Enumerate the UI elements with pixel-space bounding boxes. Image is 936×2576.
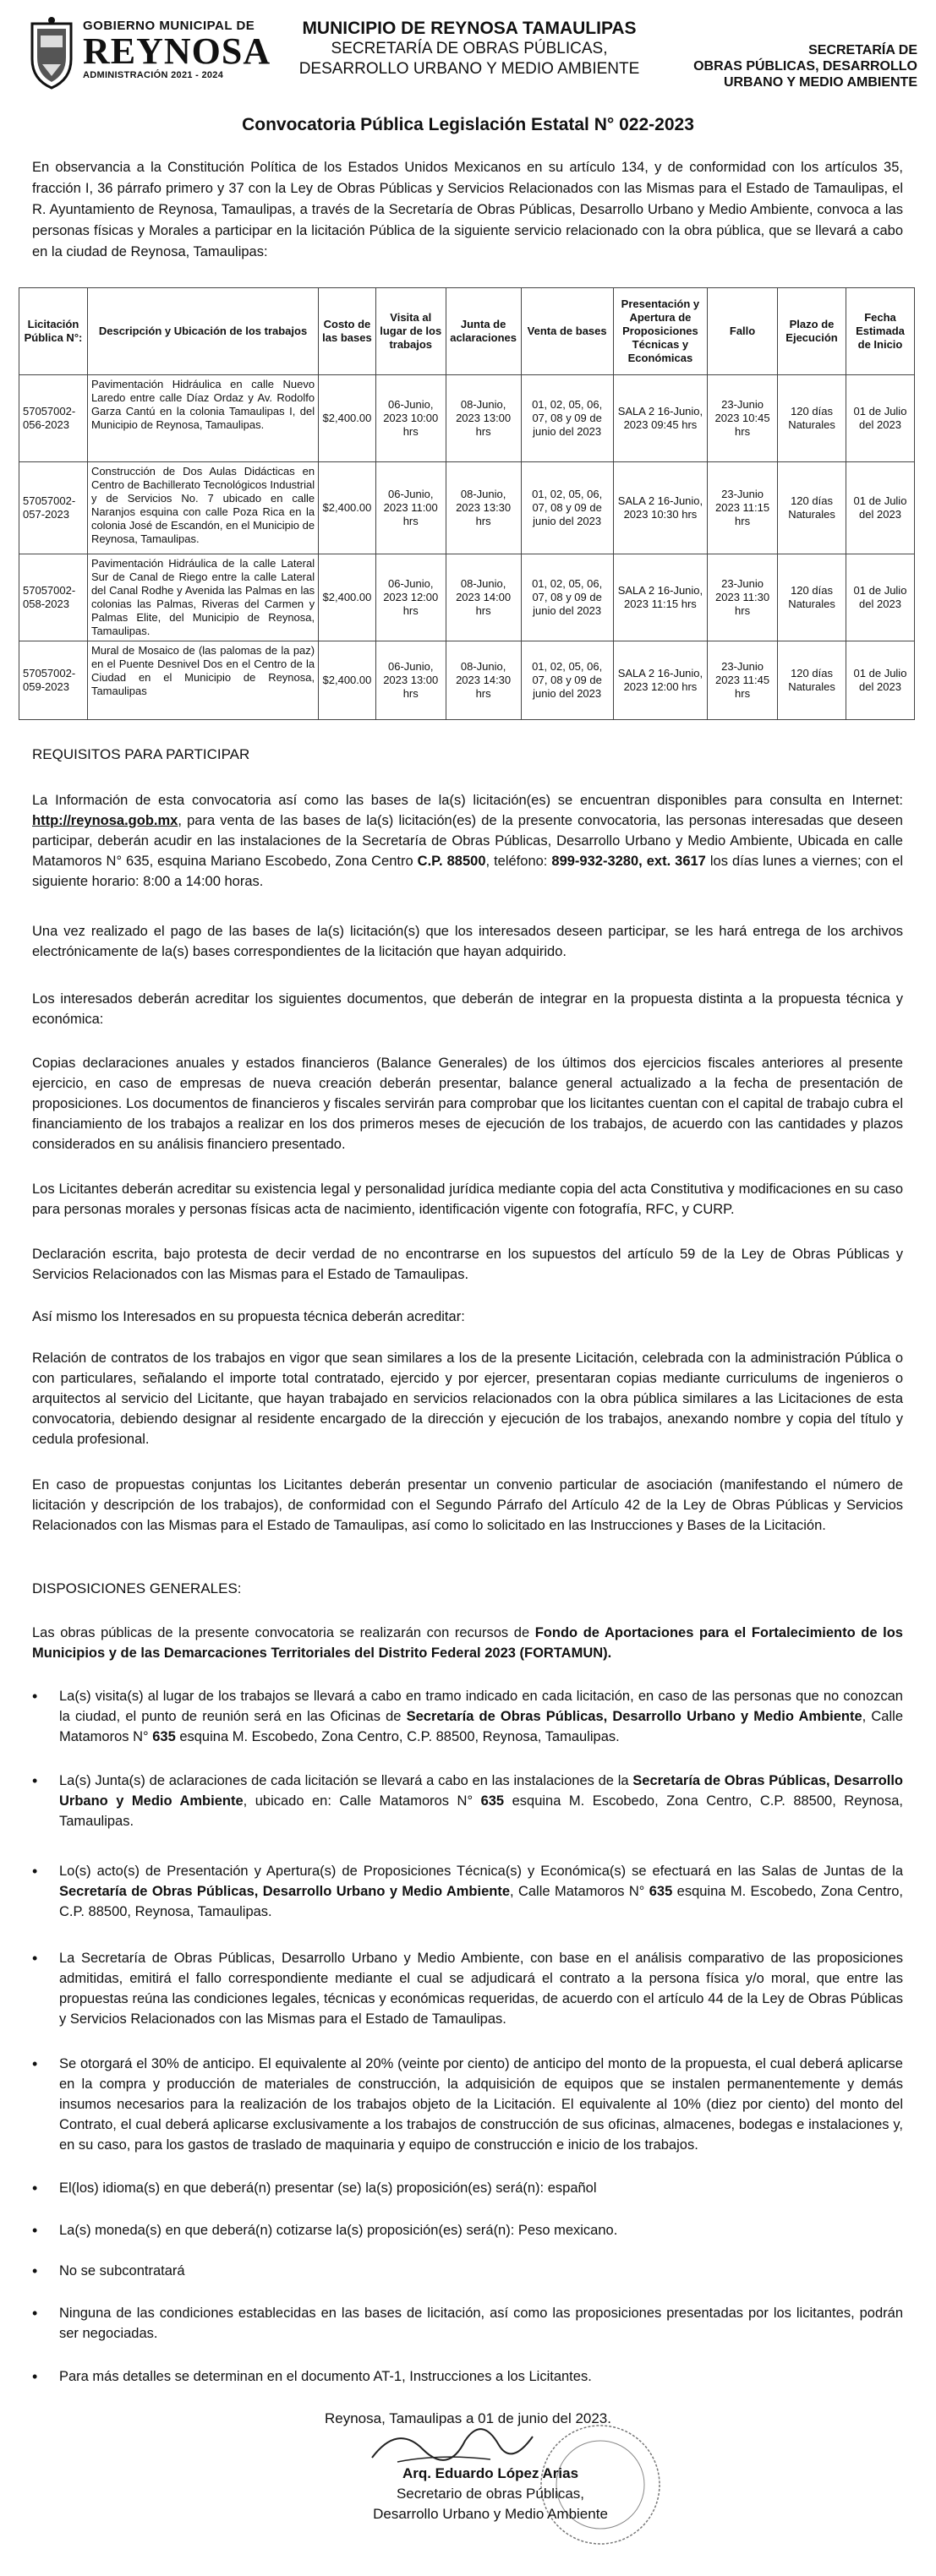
item-3-text-a: Lo(s) acto(s) de Presentación y Apertura(s) de Proposiciones Técnica(s) y Económica(s) se efectuará en las Salas de Juntas de la	[59, 1864, 903, 1879]
item-2-text-e: esquina M. Escobedo, Zona Centro, C.P. 88500, Reynosa, Tamaulipas.	[59, 1793, 903, 1829]
item-10-text: Para más detalles se determinan en el documento AT-1, Instrucciones a los Licitantes.	[59, 2369, 592, 2384]
municipal-logo	[25, 15, 279, 96]
page-title: Convocatoria Pública Legislación Estatal N° 022-2023	[242, 115, 694, 134]
city-crest-icon	[25, 15, 78, 91]
requisitos-paragraph-6: Declaración escrita, bajo protesta de decir verdad de no encontrarse en los supuestos del artículo 59 de la Ley de Obras Públicas y Servicios Relacionados con las Mismas para el Estado de Tamaulipas.	[32, 1247, 903, 1282]
requisitos-p1-text-c: , teléfono:	[485, 854, 552, 869]
requisitos-paragraph-5: Los Licitantes deberán acreditar su existencia legal y personalidad jurídica mediante copia del acta Constitutiva y modificaciones en su caso para personas morales y personas físicas acta de nacimiento, identificación vigente con fotografía, RFC, y CURP.	[32, 1182, 903, 1217]
header-apertura: Presentación y Apertura de Proposiciones Técnicas y Económicas	[613, 288, 707, 375]
phone-number: 899-932-3280, ext. 3617	[551, 854, 706, 869]
cell-inicio: 01 de Julio del 2023	[846, 375, 914, 462]
cell-venta: 01, 02, 05, 06, 07, 08 y 09 de junio del 2023	[521, 462, 613, 554]
bullet-icon: •	[32, 2262, 38, 2279]
cell-costo: $2,400.00	[319, 554, 376, 641]
item-1-number: 635	[152, 1729, 176, 1744]
cell-inicio: 01 de Julio del 2023	[846, 462, 914, 554]
header-fallo: Fallo	[708, 288, 778, 375]
item-8-text: No se subcontratará	[59, 2263, 185, 2279]
requisitos-p1-text-d: los días lunes a viernes; con el siguiente horario: 8:00 a 14:00 horas.	[32, 854, 903, 889]
header-plazo: Plazo de Ejecución	[778, 288, 846, 375]
cell-plazo: 120 días Naturales	[778, 554, 846, 641]
item-2-number: 635	[480, 1793, 505, 1809]
requisitos-paragraph-9: En caso de propuestas conjuntas los Licitantes deberán presentar un convenio particular de asociación (manifestando el número de licitación y descripción de los trabajos), de conformidad con el Segundo Párrafo del Artículo 42 de la Ley de Obras Públicas y Servicios Relacionados con las Mismas para el Estado de Tamaulipas, así como lo solicitado en las Instrucciones y Bases de la Licitación.	[32, 1477, 903, 1533]
bullet-icon: •	[32, 2055, 38, 2072]
requisitos-paragraph-1	[32, 790, 903, 892]
disposiciones-paragraph-1	[32, 1623, 903, 1663]
requisitos-paragraph-4: Copias declaraciones anuales y estados financieros (Balance Generales) de los últimos dos ejercicios fiscales anteriores al presente ejercicio, en caso de empresas de nueva creación deberán presentar, balance general actualizado a la fecha de presentación de proposiciones. Los documentos de financieros y fiscales servirán para comprobar que los licitantes cuentan con el capital de trabajo cubra el financiamiento de los trabajos a realizar en los dos primeros meses de ejecución de los trabajos, de acuerdo con las cantidades y plazos considerados en su análisis financiero presentado.	[32, 1056, 903, 1152]
cell-visita: 06-Junio, 2023 10:00 hrs	[375, 375, 446, 462]
cell-inicio: 01 de Julio del 2023	[846, 641, 914, 720]
cell-descripcion: Mural de Mosaico de (las palomas de la paz) en el Puente Desnivel Dos en el Centro de la Ciudad en el Municipio de Reynosa, Tamaulipas	[87, 641, 318, 720]
cell-fallo: 23-Junio 2023 11:30 hrs	[708, 554, 778, 641]
cell-venta: 01, 02, 05, 06, 07, 08 y 09 de junio del 2023	[521, 641, 613, 720]
item-2-text-a: La(s) Junta(s) de aclaraciones de cada licitación se llevará a cabo en las instalaciones de la	[59, 1773, 633, 1788]
logo-city-name: REYNOSA	[83, 30, 271, 72]
item-1-text-a: La(s) visita(s) al lugar de los trabajos se llevará a cabo en tramo indicado en cada licitación, en caso de las personas que no conozcan la ciudad, el punto de reunión será en las Oficinas de	[59, 1689, 903, 1724]
bullet-icon: •	[32, 2180, 38, 2197]
signer-role-line-2: Desarrollo Urbano y Medio Ambiente	[373, 2506, 608, 2522]
header-inicio: Fecha Estimada de Inicio	[846, 288, 914, 375]
table-row	[19, 641, 915, 720]
list-item	[32, 2366, 903, 2387]
item-4-text: La Secretaría de Obras Públicas, Desarrollo Urbano y Medio Ambiente, con base en el análisis comparativo de las proposiciones admitidas, emitirá el fallo correspondiente mediante el cual se adjudicará el contrato a la persona física y/o moral, que entre las propuestas reúna las condiciones legales, técnicas y económicas requeridas, de acuerdo con el artículo 44 de la Ley de Obras Públicas y Servicios Relacionados con las Mismas para el Estado de Tamaulipas.	[59, 1951, 903, 2027]
letterhead	[0, 0, 936, 101]
header-junta: Junta de aclaraciones	[446, 288, 521, 375]
item-3-secretariat: Secretaría de Obras Públicas, Desarrollo Urbano y Medio Ambiente	[59, 1884, 510, 1899]
cell-plazo: 120 días Naturales	[778, 462, 846, 554]
cell-fallo: 23-Junio 2023 11:45 hrs	[708, 641, 778, 720]
header-visita: Visita al lugar de los trabajos	[375, 288, 446, 375]
signer-name: Arq. Eduardo López Arias	[402, 2465, 579, 2481]
intro-paragraph: En observancia a la Constitución Política de los Estados Unidos Mexicanos en su artículo 134, y de conformidad con los artículos 35, fracción I, 36 párrafo primero y 37 con la Ley de Obras Públicas y Servicios Relacionados con las Mismas para el Estado de Tamaulipas, el R. Ayuntamiento de Reynosa, Tamaulipas, a través de la Secretaría de Obras Públicas, Desarrollo Urbano y Medio Ambiente, convoca a las personas físicas y Morales a participar en la licitación Pública de la siguiente servicio relacionado con la obra pública, que se llevará a cabo en la ciudad de Reynosa, Tamaulipas:	[32, 160, 903, 259]
header-licitacion: Licitación Pública N°:	[19, 288, 88, 375]
cell-descripcion: Pavimentación Hidráulica de la calle Lateral Sur de Canal de Riego entre la calle Lateral del Canal Rodhe y Avenida las Palmas en las colonias las Palmas, Riveras del Carmen y Palmas Elite, del Municipio de Reynosa, Tamaulipas.	[87, 554, 318, 641]
cell-junta: 08-Junio, 2023 14:00 hrs	[446, 554, 521, 641]
item-7-text: La(s) moneda(s) en que deberá(n) cotizarse la(s) proposición(es) será(n): Peso mexicano.	[59, 2223, 618, 2238]
secretariat-line-1: SECRETARÍA DE OBRAS PÚBLICAS,	[331, 40, 608, 57]
cell-folio: 57057002-056-2023	[19, 375, 88, 462]
header-right	[664, 42, 917, 90]
cell-visita: 06-Junio, 2023 13:00 hrs	[375, 641, 446, 720]
secretariat-right-line-2: OBRAS PÚBLICAS, DESARROLLO	[693, 59, 917, 74]
requisitos-paragraph-2: Una vez realizado el pago de las bases de la(s) licitación(s) que los interesados deseen participar, se les hará entrega de los archivos electrónicamente de la(s) bases correspondientes de la licitación que hayan adquirido.	[32, 924, 903, 959]
item-2-secretariat: Secretaría de Obras Públicas, Desarrollo Urbano y Medio Ambiente	[59, 1773, 903, 1809]
item-1-text-e: esquina M. Escobedo, Zona Centro, C.P. 88500, Reynosa, Tamaulipas.	[175, 1729, 620, 1744]
secretariat-right-line-3: URBANO Y MEDIO AMBIENTE	[723, 75, 917, 90]
list-item	[32, 1861, 903, 1922]
header-center	[283, 19, 655, 79]
item-6-text: El(los) idioma(s) en que deberá(n) presentar (se) la(s) proposición(es) será(n): español	[59, 2180, 597, 2196]
municipality-title: MUNICIPIO DE REYNOSA TAMAULIPAS	[302, 19, 637, 38]
cell-costo: $2,400.00	[319, 641, 376, 720]
cell-costo: $2,400.00	[319, 462, 376, 554]
list-item	[32, 2054, 903, 2155]
cell-descripcion: Pavimentación Hidráulica en calle Nuevo Laredo entre calle Díaz Ordaz y Av. Rodolfo Garza Cantú en la colonia Tamaulipas I, del Municipio de Reynosa, Tamaulipas.	[87, 375, 318, 462]
bullet-icon: •	[32, 1950, 38, 1967]
cell-junta: 08-Junio, 2023 14:30 hrs	[446, 641, 521, 720]
header-costo: Costo de las bases	[319, 288, 376, 375]
table-row	[19, 375, 915, 462]
cell-folio: 57057002-058-2023	[19, 554, 88, 641]
table-row	[19, 554, 915, 641]
bullet-icon: •	[32, 2305, 38, 2322]
bullet-icon: •	[32, 2222, 38, 2239]
bullet-icon: •	[32, 1772, 38, 1789]
item-3-number: 635	[649, 1884, 673, 1899]
item-9-text: Ninguna de las condiciones establecidas en las bases de licitación, así como las proposiciones presentadas por los licitantes, podrán ser negociadas.	[59, 2306, 903, 2341]
requisitos-paragraph-8: Relación de contratos de los trabajos en vigor que sean similares a los de la presente Licitación, celebrada con la administración Pública o con particulares, señalando el importe total contratado, ejercido y por ejercer, presentaran copias mediante curriculums de ingenieros o arquitectos al servicio del Licitante, que hayan trabajado en servicios relacionados con la obra pública similares a las Licitaciones de esta convocatoria, debiendo designar al residente encargado de la dirección y ejecución de los trabajos, anexando nombre y copia del título y cedula profesional.	[32, 1351, 903, 1447]
bullet-icon: •	[32, 1688, 38, 1705]
item-3-text-c: , Calle Matamoros N°	[510, 1884, 649, 1899]
list-item	[32, 1686, 903, 1747]
disposiciones-p1-text-a: Las obras públicas de la presente convocatoria se realizarán con recursos de	[32, 1625, 535, 1640]
cell-folio: 57057002-057-2023	[19, 462, 88, 554]
cell-visita: 06-Junio, 2023 11:00 hrs	[375, 462, 446, 554]
cell-apertura: SALA 2 16-Junio, 2023 11:15 hrs	[613, 554, 707, 641]
cell-fallo: 23-Junio 2023 11:15 hrs	[708, 462, 778, 554]
logo-administration: ADMINISTRACIÓN 2021 - 2024	[83, 70, 224, 80]
cell-descripcion: Construcción de Dos Aulas Didácticas en Centro de Bachillerato Tecnológicos Industrial y de Servicios No. 7 ubicado en calle Naranjos esquina con calle Poza Rica en la colonia José de Escandón, en el Municipio de Reynosa, Tamaulipas.	[87, 462, 318, 554]
requisitos-paragraph-7: Así mismo los Interesados en su propuesta técnica deberán acreditar:	[32, 1309, 465, 1324]
cell-costo: $2,400.00	[319, 375, 376, 462]
cell-apertura: SALA 2 16-Junio, 2023 12:00 hrs	[613, 641, 707, 720]
item-3-text-e: esquina M. Escobedo, Zona Centro, C.P. 88500, Reynosa, Tamaulipas.	[59, 1884, 903, 1919]
logo-gobierno-text: GOBIERNO MUNICIPAL DE	[83, 19, 255, 33]
licitaciones-table	[19, 287, 915, 720]
list-item	[32, 2178, 903, 2198]
cell-folio: 57057002-059-2023	[19, 641, 88, 720]
item-5-text: Se otorgará el 30% de anticipo. El equivalente al 20% (veinte por ciento) de anticipo del monto de la propuesta, el cual deberá aplicarse en la compra y producción de materiales de construcción, la adquisición de equipos que se instalen permanentemente y demás insumos necesarios para la realización de los trabajos objeto de la Licitación. El equivalente al 10% (diez por ciento) del monto del Contrato, el cual deberá aplicarse exclusivamente a los trabajos de construcción de sus oficinas, almacenes, bodegas e instalaciones y, en su caso, para los gastos de traslado de maquinaria y equipo de construcción e inicio de los trabajos.	[59, 2056, 903, 2153]
item-2-text-c: , ubicado en: Calle Matamoros N°	[243, 1793, 481, 1809]
cell-junta: 08-Junio, 2023 13:00 hrs	[446, 375, 521, 462]
secretariat-right-line-1: SECRETARÍA DE	[808, 43, 917, 57]
secretariat-line-2: DESARROLLO URBANO Y MEDIO AMBIENTE	[298, 60, 640, 78]
cell-venta: 01, 02, 05, 06, 07, 08 y 09 de junio del 2023	[521, 375, 613, 462]
item-1-secretariat: Secretaría de Obras Públicas, Desarrollo Urbano y Medio Ambiente	[406, 1709, 862, 1724]
requisitos-p1-text-b: , para venta de las bases de la(s) licitación(es) de la presente convocatoria, las personas interesadas que deseen participar, deberán acudir en las instalaciones de la Secretaría de Obras Públicas, Desarrollo Urbano y Medio Ambiente, Ubicada en calle Matamoros N° 635, esquina Mariano Escobedo, Zona Centro	[32, 813, 903, 869]
item-1-text-c: , Calle Matamoros N°	[59, 1709, 903, 1744]
postal-code: C.P. 88500	[417, 854, 486, 869]
signature-block	[313, 2464, 668, 2524]
place-and-date: Reynosa, Tamaulipas a 01 de junio del 2023.	[325, 2410, 611, 2426]
disposiciones-heading: DISPOSICIONES GENERALES:	[32, 1580, 242, 1596]
requisitos-paragraph-3: Los interesados deberán acreditar los siguientes documentos, que deberán de integrar en la propuesta distinta a la propuesta técnica y económica:	[32, 991, 903, 1027]
cell-visita: 06-Junio, 2023 12:00 hrs	[375, 554, 446, 641]
header-venta: Venta de bases	[521, 288, 613, 375]
list-item	[32, 2303, 903, 2344]
table-header-row	[19, 288, 915, 375]
cell-inicio: 01 de Julio del 2023	[846, 554, 914, 641]
cell-plazo: 120 días Naturales	[778, 641, 846, 720]
cell-junta: 08-Junio, 2023 13:30 hrs	[446, 462, 521, 554]
cell-apertura: SALA 2 16-Junio, 2023 09:45 hrs	[613, 375, 707, 462]
list-item	[32, 1948, 903, 2029]
header-descripcion: Descripción y Ubicación de los trabajos	[87, 288, 318, 375]
requisitos-heading: REQUISITOS PARA PARTICIPAR	[32, 746, 250, 762]
cell-fallo: 23-Junio 2023 10:45 hrs	[708, 375, 778, 462]
list-item	[32, 1771, 903, 1831]
list-item	[32, 2261, 903, 2281]
fund-name: Fondo de Aportaciones para el Fortalecimiento de los Municipios y de las Demarcaciones Territoriales del Distrito Federal 2023 (FORTAMUN).	[32, 1625, 903, 1661]
cell-apertura: SALA 2 16-Junio, 2023 10:30 hrs	[613, 462, 707, 554]
bullet-icon: •	[32, 1863, 38, 1880]
requisitos-p1-text-a: La Información de esta convocatoria así como las bases de la(s) licitación(es) se encuentran disponibles para consulta en Internet:	[32, 793, 903, 808]
website-link[interactable]: http://reynosa.gob.mx	[32, 813, 178, 828]
bullet-icon: •	[32, 2368, 38, 2385]
signer-role-line-1: Secretario de obras Públicas,	[396, 2486, 585, 2502]
cell-plazo: 120 días Naturales	[778, 375, 846, 462]
table-row	[19, 462, 915, 554]
list-item	[32, 2220, 903, 2240]
cell-venta: 01, 02, 05, 06, 07, 08 y 09 de junio del 2023	[521, 554, 613, 641]
